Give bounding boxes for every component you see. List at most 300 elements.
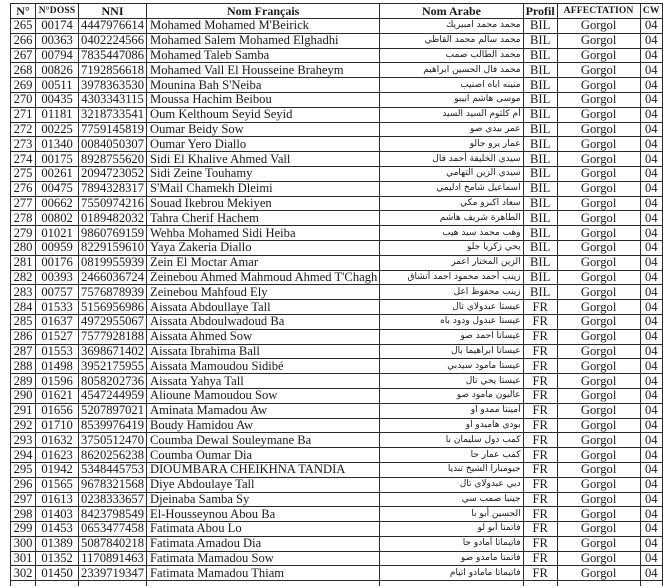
name-french-cell: Diye Abdoulaye Tall (147, 477, 380, 492)
name-french-cell: S'Mail Chamekh Dleimi (147, 181, 380, 196)
dossier-number-cell: 00176 (36, 255, 79, 270)
profile-cell: FR (523, 492, 557, 507)
profile-cell: BIL (523, 137, 557, 152)
table-row (11, 122, 663, 137)
affectation-cell: Gorgol (557, 152, 640, 167)
header-profil: Profil (523, 4, 557, 19)
dossier-number-cell: 01656 (36, 403, 79, 418)
affectation-cell: Gorgol (557, 240, 640, 255)
name-french-cell: Wehba Mohamed Sidi Heiba (147, 226, 380, 241)
row-number-cell: 285 (11, 314, 36, 329)
dossier-number-cell: 01623 (36, 448, 79, 463)
dossier-number-cell: 01021 (36, 226, 79, 241)
profile-cell: BIL (523, 63, 557, 78)
row-number-cell: 290 (11, 388, 36, 403)
profile-cell: BIL (523, 166, 557, 181)
profile-cell: BIL (523, 48, 557, 63)
table-row-partial (11, 581, 663, 587)
affectation-cell: Gorgol (557, 285, 640, 300)
nni-number-cell: 8229159610 (79, 240, 147, 255)
dossier-number-cell: 00959 (36, 240, 79, 255)
profile-cell: FR (523, 507, 557, 522)
table-row (11, 33, 663, 48)
affectation-cell: Gorgol (557, 448, 640, 463)
affectation-cell: Gorgol (557, 551, 640, 566)
affectation-cell: Gorgol (557, 19, 640, 34)
name-french-cell: Zein El Moctar Amar (147, 255, 380, 270)
cw-code-cell: 04 (640, 63, 662, 78)
name-arabic-cell: زينب أحمد محمود احمد أتشاق (380, 270, 523, 285)
affectation-cell: Gorgol (557, 359, 640, 374)
name-arabic-cell: عيستا عبدولاي تال (380, 300, 523, 315)
dossier-number-cell: 01533 (36, 300, 79, 315)
profile-cell: FR (523, 359, 557, 374)
table-row (11, 477, 663, 492)
name-french-cell: Mohamed Mohamed M'Beirick (147, 19, 380, 34)
table-row (11, 107, 663, 122)
name-french-cell: Yaya Zakeria Diallo (147, 240, 380, 255)
dossier-number-cell: 01596 (36, 374, 79, 389)
profile-cell: BIL (523, 19, 557, 34)
row-number-cell: 277 (11, 196, 36, 211)
row-number-cell: 289 (11, 374, 36, 389)
cw-code-cell: 04 (640, 19, 662, 34)
cw-code-cell: 04 (640, 522, 662, 537)
name-french-cell: Aissata Ahmed Sow (147, 329, 380, 344)
profile-cell: BIL (523, 107, 557, 122)
cw-code-cell: 04 (640, 300, 662, 315)
row-number-cell: 265 (11, 19, 36, 34)
cw-code-cell: 04 (640, 196, 662, 211)
name-french-cell: Boudy Hamidou Aw (147, 418, 380, 433)
name-arabic-cell: عيساتا احمد صو (380, 329, 523, 344)
cw-code-cell: 04 (640, 433, 662, 448)
nni-number-cell: 0189482032 (79, 211, 147, 226)
affectation-cell: Gorgol (557, 63, 640, 78)
table-row (11, 196, 663, 211)
nni-number-cell: 4447976614 (79, 19, 147, 34)
table-row (11, 92, 663, 107)
row-number-cell: 273 (11, 137, 36, 152)
table-row (11, 78, 663, 93)
row-number-cell: 291 (11, 403, 36, 418)
row-number-cell: 281 (11, 255, 36, 270)
name-french-cell: Zeinebou Mahfoud Ely (147, 285, 380, 300)
nni-number-cell: 3978363530 (79, 78, 147, 93)
affectation-cell: Gorgol (557, 211, 640, 226)
cw-code-cell: 04 (640, 344, 662, 359)
affectation-cell: Gorgol (557, 433, 640, 448)
name-french-cell: DIOUMBARA CHEIKHNA TANDIA (147, 462, 380, 477)
table-row (11, 551, 663, 566)
row-number-cell: 294 (11, 448, 36, 463)
header-nni: NNI (79, 4, 147, 19)
dossier-number-cell: 01565 (36, 477, 79, 492)
dossier-number-cell: 01181 (36, 107, 79, 122)
affectation-cell: Gorgol (557, 374, 640, 389)
profile-cell: FR (523, 300, 557, 315)
name-arabic-cell: جيومبارا الشيخ تنديا (380, 462, 523, 477)
nni-number-cell: 3698671402 (79, 344, 147, 359)
nni-number-cell: 0084050307 (79, 137, 147, 152)
name-arabic-cell: الزين المختار اعمر (380, 255, 523, 270)
name-french-cell: Mohamed Salem Mohamed Elghadhi (147, 33, 380, 48)
row-number-cell: 286 (11, 329, 36, 344)
affectation-cell: Gorgol (557, 78, 640, 93)
nni-number-cell: 5087840218 (79, 536, 147, 551)
profile-cell: BIL (523, 181, 557, 196)
dossier-number-cell: 00435 (36, 92, 79, 107)
nni-number-cell: 2339719347 (79, 566, 147, 581)
cw-code-cell: 04 (640, 403, 662, 418)
name-arabic-cell: يحي زكريا جلو (380, 240, 523, 255)
name-french-cell: Coumba Oumar Dia (147, 448, 380, 463)
profile-cell: FR (523, 433, 557, 448)
table-row (11, 403, 663, 418)
row-number-cell: 299 (11, 522, 36, 537)
nni-number-cell: 3218733541 (79, 107, 147, 122)
table-row (11, 211, 663, 226)
dossier-number-cell: 00174 (36, 19, 79, 34)
name-arabic-cell: آمينتا ممدو او (380, 403, 523, 418)
name-french-cell: Moussa Hachim Beibou (147, 92, 380, 107)
name-french-cell: Souad Ikebrou Mekiyen (147, 196, 380, 211)
name-arabic-cell: كمب عمار جا (380, 448, 523, 463)
dossier-number-cell: 01637 (36, 314, 79, 329)
dossier-number-cell: 01453 (36, 522, 79, 537)
name-arabic-cell: بودي هاميدو او (380, 418, 523, 433)
row-number-cell: 276 (11, 181, 36, 196)
affectation-cell: Gorgol (557, 507, 640, 522)
cw-code-cell: 04 (640, 211, 662, 226)
name-french-cell: Oum Kelthoum Seyid Seyid (147, 107, 380, 122)
table-row (11, 492, 663, 507)
affectation-cell: Gorgol (557, 344, 640, 359)
name-french-cell: Aissata Mamoudou Sidibé (147, 359, 380, 374)
nni-number-cell: 9860769159 (79, 226, 147, 241)
empty-cell (36, 581, 79, 587)
table-row (11, 137, 663, 152)
dossier-number-cell: 00802 (36, 211, 79, 226)
affectation-cell: Gorgol (557, 418, 640, 433)
dossier-number-cell: 01389 (36, 536, 79, 551)
nni-number-cell: 0238333657 (79, 492, 147, 507)
name-french-cell: Aissata Abdoullaye Tall (147, 300, 380, 315)
name-french-cell: Aissata Abdoulwadoud Ba (147, 314, 380, 329)
profile-cell: BIL (523, 78, 557, 93)
table-header-row (11, 4, 663, 19)
name-arabic-cell: محمد سالم محمد القاظي (380, 33, 523, 48)
dossier-number-cell: 01942 (36, 462, 79, 477)
empty-cell (147, 581, 380, 587)
affectation-cell: Gorgol (557, 196, 640, 211)
dossier-number-cell: 01340 (36, 137, 79, 152)
cw-code-cell: 04 (640, 92, 662, 107)
profile-cell: FR (523, 374, 557, 389)
table-row (11, 48, 663, 63)
cw-code-cell: 04 (640, 418, 662, 433)
affectation-cell: Gorgol (557, 255, 640, 270)
affectation-cell: Gorgol (557, 492, 640, 507)
affectation-cell: Gorgol (557, 137, 640, 152)
empty-cell (380, 581, 523, 587)
table-row (11, 418, 663, 433)
header-nom-francais: Nom Français (147, 4, 380, 19)
name-arabic-cell: فاتيماتا مامادو اتيام (380, 566, 523, 581)
name-french-cell: Aissata Yahya Tall (147, 374, 380, 389)
profile-cell: FR (523, 522, 557, 537)
name-french-cell: El-Housseynou Abou Ba (147, 507, 380, 522)
dossier-number-cell: 01553 (36, 344, 79, 359)
dossier-number-cell: 00225 (36, 122, 79, 137)
affectation-cell: Gorgol (557, 122, 640, 137)
affectation-cell: Gorgol (557, 181, 640, 196)
nni-number-cell: 5156956986 (79, 300, 147, 315)
table-row (11, 433, 663, 448)
name-arabic-cell: ديي عبدولاي تال (380, 477, 523, 492)
name-arabic-cell: الحسين أبو با (380, 507, 523, 522)
empty-cell (640, 581, 662, 587)
dossier-number-cell: 01498 (36, 359, 79, 374)
name-arabic-cell: أم كلثوم السيد السيد (380, 107, 523, 122)
table-row (11, 19, 663, 34)
affectation-cell: Gorgol (557, 403, 640, 418)
row-number-cell: 271 (11, 107, 36, 122)
profile-cell: FR (523, 403, 557, 418)
row-number-cell: 296 (11, 477, 36, 492)
cw-code-cell: 04 (640, 240, 662, 255)
cw-code-cell: 04 (640, 255, 662, 270)
affectation-cell: Gorgol (557, 477, 640, 492)
cw-code-cell: 04 (640, 507, 662, 522)
profile-cell: FR (523, 418, 557, 433)
profile-cell: BIL (523, 122, 557, 137)
cw-code-cell: 04 (640, 152, 662, 167)
table-row (11, 522, 663, 537)
nni-number-cell: 8539976419 (79, 418, 147, 433)
row-number-cell: 283 (11, 285, 36, 300)
nni-number-cell: 5348445753 (79, 462, 147, 477)
table-row (11, 374, 663, 389)
name-french-cell: Mohamed Taleb Samba (147, 48, 380, 63)
dossier-number-cell: 00826 (36, 63, 79, 78)
nni-number-cell: 8928755620 (79, 152, 147, 167)
cw-code-cell: 04 (640, 48, 662, 63)
name-arabic-cell: فاتيماتا أمادو جا (380, 536, 523, 551)
profile-cell: BIL (523, 270, 557, 285)
name-arabic-cell: منينه اباه اصنيب (380, 78, 523, 93)
nni-number-cell: 7577928188 (79, 329, 147, 344)
cw-code-cell: 04 (640, 137, 662, 152)
name-arabic-cell: عاليون مامود صو (380, 388, 523, 403)
affectation-cell: Gorgol (557, 566, 640, 581)
affectation-cell: Gorgol (557, 226, 640, 241)
affectation-cell: Gorgol (557, 270, 640, 285)
empty-cell (79, 581, 147, 587)
dossier-number-cell: 00794 (36, 48, 79, 63)
row-number-cell: 270 (11, 92, 36, 107)
table-row (11, 63, 663, 78)
name-french-cell: Fatimata Abou Lo (147, 522, 380, 537)
name-arabic-cell: موسى هاشم ابيبو (380, 92, 523, 107)
row-number-cell: 279 (11, 226, 36, 241)
name-french-cell: Sidi El Khalive Ahmed Vall (147, 152, 380, 167)
table-row (11, 270, 663, 285)
name-arabic-cell: عمر بيدي صو (380, 122, 523, 137)
table-row (11, 181, 663, 196)
profile-cell: BIL (523, 92, 557, 107)
assignment-table (10, 3, 663, 586)
cw-code-cell: 04 (640, 226, 662, 241)
name-arabic-cell: عيستا عبدول ودود باه (380, 314, 523, 329)
nni-number-cell: 3952175955 (79, 359, 147, 374)
cw-code-cell: 04 (640, 314, 662, 329)
row-number-cell: 287 (11, 344, 36, 359)
nni-number-cell: 3750512470 (79, 433, 147, 448)
table-row (11, 285, 663, 300)
affectation-cell: Gorgol (557, 462, 640, 477)
name-french-cell: Zeinebou Ahmed Mahmoud Ahmed T'Chagh (147, 270, 380, 285)
row-number-cell: 292 (11, 418, 36, 433)
affectation-cell: Gorgol (557, 522, 640, 537)
table-row (11, 329, 663, 344)
nni-number-cell: 8620256238 (79, 448, 147, 463)
cw-code-cell: 04 (640, 33, 662, 48)
profile-cell: BIL (523, 255, 557, 270)
profile-cell: FR (523, 314, 557, 329)
row-number-cell: 278 (11, 211, 36, 226)
name-arabic-cell: محمد محمد امبيريك (380, 19, 523, 34)
table-row (11, 344, 663, 359)
dossier-number-cell: 01352 (36, 551, 79, 566)
name-arabic-cell: اسماعيل شامخ ادليمي (380, 181, 523, 196)
name-french-cell: Coumba Dewal Souleymane Ba (147, 433, 380, 448)
name-arabic-cell: وهب محمد سيد هيب (380, 226, 523, 241)
table-row (11, 300, 663, 315)
nni-number-cell: 2466036724 (79, 270, 147, 285)
nni-number-cell: 0402224566 (79, 33, 147, 48)
cw-code-cell: 04 (640, 181, 662, 196)
row-number-cell: 302 (11, 566, 36, 581)
cw-code-cell: 04 (640, 551, 662, 566)
cw-code-cell: 04 (640, 122, 662, 137)
profile-cell: FR (523, 344, 557, 359)
nni-number-cell: 1170891463 (79, 551, 147, 566)
affectation-cell: Gorgol (557, 536, 640, 551)
empty-cell (11, 581, 36, 587)
nni-number-cell: 4972955067 (79, 314, 147, 329)
name-french-cell: Oumar Yero Diallo (147, 137, 380, 152)
profile-cell: BIL (523, 285, 557, 300)
profile-cell: FR (523, 462, 557, 477)
name-arabic-cell: كمب دول سليمان با (380, 433, 523, 448)
row-number-cell: 297 (11, 492, 36, 507)
profile-cell: BIL (523, 240, 557, 255)
table-row (11, 507, 663, 522)
table-row (11, 388, 663, 403)
nni-number-cell: 0653477458 (79, 522, 147, 537)
profile-cell: BIL (523, 196, 557, 211)
row-number-cell: 300 (11, 536, 36, 551)
name-arabic-cell: فاتمتا مامدو صو (380, 551, 523, 566)
cw-code-cell: 04 (640, 78, 662, 93)
name-arabic-cell: سعاد اكبرو مكي (380, 196, 523, 211)
dossier-number-cell: 00261 (36, 166, 79, 181)
nni-number-cell: 0819955939 (79, 255, 147, 270)
row-number-cell: 266 (11, 33, 36, 48)
nni-number-cell: 7894328317 (79, 181, 147, 196)
name-arabic-cell: سيدي الخليفة أحمد فال (380, 152, 523, 167)
dossier-number-cell: 00757 (36, 285, 79, 300)
affectation-cell: Gorgol (557, 166, 640, 181)
name-french-cell: Alioune Mamoudou Sow (147, 388, 380, 403)
name-french-cell: Fatimata Amadou Dia (147, 536, 380, 551)
cw-code-cell: 04 (640, 462, 662, 477)
nni-number-cell: 7576878939 (79, 285, 147, 300)
name-arabic-cell: عيستا مامود سيدبي (380, 359, 523, 374)
profile-cell: FR (523, 536, 557, 551)
dossier-number-cell: 01710 (36, 418, 79, 433)
profile-cell: FR (523, 329, 557, 344)
name-arabic-cell: فاتمتا أبو لو (380, 522, 523, 537)
profile-cell: FR (523, 551, 557, 566)
affectation-cell: Gorgol (557, 300, 640, 315)
profile-cell: FR (523, 566, 557, 581)
row-number-cell: 298 (11, 507, 36, 522)
cw-code-cell: 04 (640, 107, 662, 122)
nni-number-cell: 8058202736 (79, 374, 147, 389)
name-french-cell: Fatimata Mamadou Thiam (147, 566, 380, 581)
table-row (11, 359, 663, 374)
name-arabic-cell: عيساتا ابراهيما بال (380, 344, 523, 359)
table-row (11, 240, 663, 255)
name-arabic-cell: عمار يرو جالو (380, 137, 523, 152)
row-number-cell: 301 (11, 551, 36, 566)
name-french-cell: Oumar Beidy Sow (147, 122, 380, 137)
row-number-cell: 293 (11, 433, 36, 448)
name-french-cell: Mounina Bah S'Neiba (147, 78, 380, 93)
cw-code-cell: 04 (640, 448, 662, 463)
cw-code-cell: 04 (640, 374, 662, 389)
nni-number-cell: 2094723052 (79, 166, 147, 181)
dossier-number-cell: 01450 (36, 566, 79, 581)
header-cw: CW (640, 4, 662, 19)
cw-code-cell: 04 (640, 492, 662, 507)
empty-cell (523, 581, 557, 587)
table-row (11, 536, 663, 551)
cw-code-cell: 04 (640, 566, 662, 581)
name-arabic-cell: جينبا صمب سي (380, 492, 523, 507)
table-row (11, 152, 663, 167)
dossier-number-cell: 00662 (36, 196, 79, 211)
profile-cell: BIL (523, 226, 557, 241)
header-nom-arabe: Nom Arabe (380, 4, 523, 19)
cw-code-cell: 04 (640, 477, 662, 492)
cw-code-cell: 04 (640, 166, 662, 181)
dossier-number-cell: 01621 (36, 388, 79, 403)
profile-cell: FR (523, 448, 557, 463)
name-french-cell: Djeinaba Samba Sy (147, 492, 380, 507)
name-french-cell: Aminata Mamadou Aw (147, 403, 380, 418)
cw-code-cell: 04 (640, 359, 662, 374)
name-french-cell: Fatimata Mamadou Sow (147, 551, 380, 566)
affectation-cell: Gorgol (557, 388, 640, 403)
affectation-cell: Gorgol (557, 48, 640, 63)
name-french-cell: Aissata Ibrahima Ball (147, 344, 380, 359)
cw-code-cell: 04 (640, 270, 662, 285)
header-doss: N°DOSS (36, 4, 79, 19)
name-arabic-cell: الطاهرة شريف هاشم (380, 211, 523, 226)
